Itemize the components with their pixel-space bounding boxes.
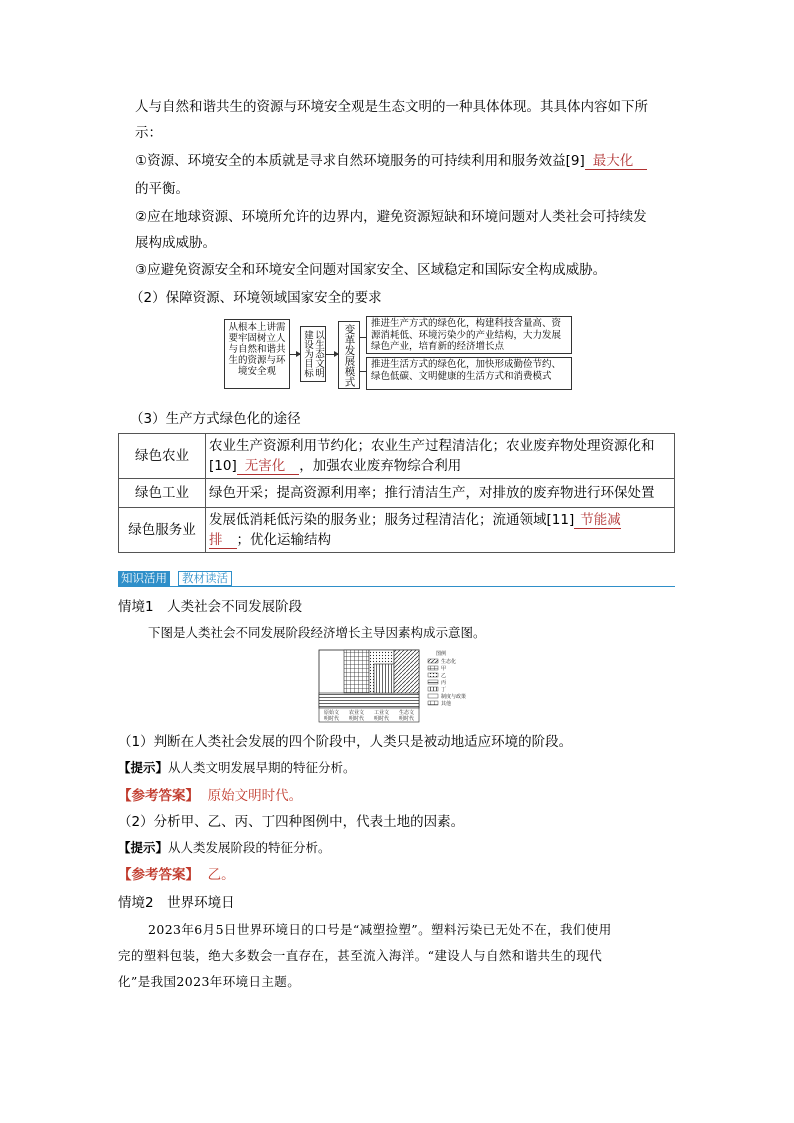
scene-2-title: 情境2 世界环境日 <box>118 895 235 911</box>
intro-point-1-end: 的平衡。 <box>135 181 189 197</box>
legend-label: 丁 <box>441 687 447 693</box>
flow-box-lifestyle: 推进生活方式的绿色化，加快形成勤俭节约、绿色低碳、文明健康的生活方式和消费模式 <box>366 357 572 390</box>
legend-label: 其他 <box>441 701 452 707</box>
hint-text: 从人类文明发展早期的特征分析。 <box>168 760 356 775</box>
category-label: 明时代 <box>398 716 415 722</box>
scene-1-answer-1 <box>118 787 302 805</box>
flow-arrow-1 <box>290 354 300 355</box>
category-label: 生态文 <box>398 710 415 716</box>
table-cell-name: 绿色服务业 <box>119 508 206 553</box>
category-label: 明时代 <box>323 716 340 722</box>
bar-segment-eco <box>394 650 419 693</box>
answer-label: 【参考答案】 <box>118 788 199 804</box>
flow-box-goal-text: 以生态文明建设为目标 <box>302 330 324 378</box>
green-production-table <box>118 433 675 553</box>
blank-number: [10] <box>209 458 237 474</box>
table-cell-text: ；优化运输结构 <box>236 532 331 548</box>
legend-label: 制度与政策 <box>441 694 467 700</box>
category-label: 工业文 <box>373 710 390 716</box>
hint-label: 【提示】 <box>118 760 169 775</box>
table-row <box>119 508 675 553</box>
flow-box-reform-text: 变革发展模式 <box>343 323 356 387</box>
table-cell-content <box>206 508 675 553</box>
flow-box-production: 推进生产方式的绿色化，构建科技含量高、资源消耗低、环境污染少的产业结构，大力发展绿色产业，培育新的经济增长点 <box>366 316 572 354</box>
category-label: 农业文 <box>348 710 365 716</box>
scene-1-desc: 下图是人类社会不同发展阶段经济增长主导因素构成示意图。 <box>148 625 486 640</box>
table-cell-content <box>206 434 675 479</box>
category-label: 明时代 <box>348 716 365 722</box>
hint-label: 【提示】 <box>118 840 169 855</box>
answer-blank-11-part2: 排 <box>209 532 237 549</box>
flow-box-reform <box>338 321 360 389</box>
answer-blank-10: 无害化 <box>237 458 300 475</box>
table-cell-name: 绿色工业 <box>119 479 206 508</box>
economic-factor-chart <box>318 648 508 724</box>
flow-arrow-2 <box>326 354 338 355</box>
legend-swatch <box>428 694 438 698</box>
legend-swatch <box>428 680 438 684</box>
intro-line-1: 人与自然和谐共生的资源与环境安全观是生态文明的一种具体体现。其具体内容如下所 <box>135 99 648 115</box>
scene-1-question-2: （2）分析甲、乙、丙、丁四种图例中，代表土地的因素。 <box>118 814 465 830</box>
answer-blank-9: 最大化 <box>585 153 648 170</box>
bar-segment-agri <box>344 650 369 693</box>
intro-point-3: ③应避免资源安全和环境安全问题对国家安全、区域稳定和国际安全构成威胁。 <box>135 262 607 278</box>
chart-legend <box>428 650 466 707</box>
scene-1-title: 情境1 人类社会不同发展阶段 <box>118 599 303 615</box>
table-cell-line: 农业生产资源利用节约化；农业生产过程清洁化；农业废弃物处理资源化和 <box>209 438 655 454</box>
legend-label: 甲 <box>441 666 447 672</box>
legend-swatch <box>428 666 438 670</box>
table-cell-line <box>209 510 671 530</box>
bar-segment-base <box>319 693 419 708</box>
table-cell-text: ，加强农业废弃物综合利用 <box>299 458 462 474</box>
scene-1-hint-2 <box>118 839 331 857</box>
legend-swatch <box>428 687 438 691</box>
intro-point-1 <box>135 152 647 170</box>
table-cell-line <box>209 456 671 476</box>
legend-label: 丙 <box>441 680 447 686</box>
answer-text: 原始文明时代。 <box>207 788 303 804</box>
intro-point-2: ②应在地球资源、环境所允许的边界内，避免资源短缺和环境问题对人类社会可持续发 <box>135 209 647 225</box>
legend-swatch <box>428 659 438 663</box>
section-2-title: （2）保障资源、环境领域国家安全的要求 <box>130 290 382 306</box>
answer-blank-11-part1: 节能减 <box>574 512 621 529</box>
table-cell-name: 绿色农业 <box>119 434 206 479</box>
scene-1-answer-2 <box>118 866 235 884</box>
tag-textbook-read: 教材读活 <box>178 571 232 586</box>
scene-2-line-2: 完的塑料包装，绝大多数会一直存在，甚至流入海洋。“建设人与自然和谐共生的现代 <box>118 948 603 963</box>
table-cell-line <box>209 530 671 550</box>
legend-swatch <box>428 701 438 705</box>
answer-label: 【参考答案】 <box>118 867 199 883</box>
intro-point-1-text: ①资源、环境安全的本质就是寻求自然环境服务的可持续利用和服务效益[9] <box>135 153 585 169</box>
legend-title: 图例 <box>436 651 447 657</box>
legend-swatch <box>428 673 438 677</box>
scene-1-question-1: （1）判断在人类社会发展的四个阶段中，人类只是被动地适应环境的阶段。 <box>118 734 573 750</box>
hint-text: 从人类发展阶段的特征分析。 <box>168 840 331 855</box>
scene-2-line-3: 化”是我国2023年环境日主题。 <box>118 974 301 989</box>
table-cell-content: 绿色开采；提高资源利用率；推行清洁生产，对排放的废弃物进行环保处置 <box>206 479 675 508</box>
intro-line-2: 示： <box>135 125 162 141</box>
answer-text: 乙。 <box>207 867 235 883</box>
section-3-title: （3）生产方式绿色化的途径 <box>130 411 301 427</box>
category-label: 原始文 <box>323 710 340 716</box>
tag-divider <box>118 586 675 587</box>
table-row <box>119 479 675 508</box>
flow-box-root: 从根本上讲需要牢固树立人与自然和谐共生的资源与环境安全观 <box>224 319 290 389</box>
tag-knowledge-apply: 知识活用 <box>118 571 170 586</box>
category-label: 明时代 <box>373 716 390 722</box>
legend-label: 乙 <box>441 673 447 679</box>
legend-label: 生态化 <box>441 659 457 665</box>
flow-box-goal <box>300 326 326 382</box>
bar-segment-industry-2 <box>374 664 394 693</box>
table-row <box>119 434 675 479</box>
intro-point-2-end: 展构成威胁。 <box>135 235 216 251</box>
scene-2-line-1: 2023年6月5日世界环境日的口号是“减塑捡塑”。塑料污染已无处不在，我们使用 <box>148 922 612 937</box>
scene-1-hint-1 <box>118 759 356 777</box>
table-cell-text: 发展低消耗低污染的服务业；服务过程清洁化；流通领域[11] <box>209 512 575 528</box>
